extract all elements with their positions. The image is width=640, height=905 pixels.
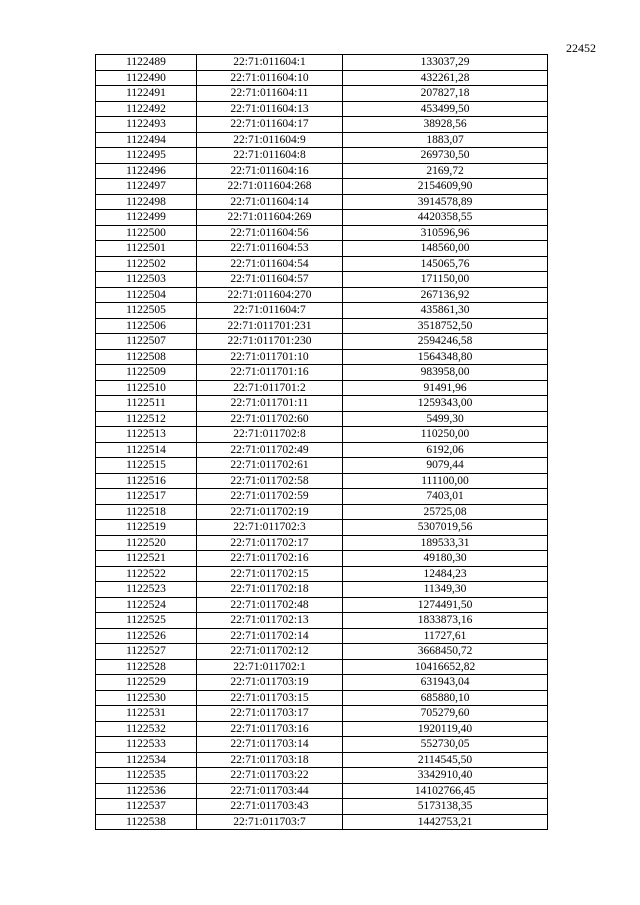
value-cell: 110250,00	[343, 427, 548, 443]
value-cell: 432261,28	[343, 70, 548, 86]
table-row	[96, 117, 548, 133]
cadastral-number-cell: 22:71:011702:58	[197, 473, 343, 489]
value-cell: 5499,30	[343, 411, 548, 427]
value-cell: 631943,04	[343, 675, 548, 691]
row-number-cell: 1122535	[96, 768, 197, 784]
cadastral-number-cell: 22:71:011604:8	[197, 148, 343, 164]
table-row	[96, 613, 548, 629]
value-cell: 145065,76	[343, 256, 548, 272]
table-row	[96, 628, 548, 644]
cadastral-number-cell: 22:71:011702:16	[197, 551, 343, 567]
row-number-cell: 1122532	[96, 721, 197, 737]
value-cell: 705279,60	[343, 706, 548, 722]
value-cell: 11349,30	[343, 582, 548, 598]
table-row	[96, 783, 548, 799]
table-row	[96, 334, 548, 350]
table-body	[96, 55, 548, 830]
table-row	[96, 365, 548, 381]
row-number-cell: 1122526	[96, 628, 197, 644]
cadastral-number-cell: 22:71:011604:56	[197, 225, 343, 241]
value-cell: 1883,07	[343, 132, 548, 148]
value-cell: 267136,92	[343, 287, 548, 303]
value-cell: 1920119,40	[343, 721, 548, 737]
row-number-cell: 1122496	[96, 163, 197, 179]
row-number-cell: 1122517	[96, 489, 197, 505]
cadastral-number-cell: 22:71:011703:7	[197, 814, 343, 830]
value-cell: 3342910,40	[343, 768, 548, 784]
table-row	[96, 535, 548, 551]
table-row	[96, 272, 548, 288]
table-row	[96, 163, 548, 179]
value-cell: 269730,50	[343, 148, 548, 164]
value-cell: 6192,06	[343, 442, 548, 458]
cadastral-number-cell: 22:71:011701:231	[197, 318, 343, 334]
cadastral-number-cell: 22:71:011604:270	[197, 287, 343, 303]
value-cell: 2114545,50	[343, 752, 548, 768]
value-cell: 10416652,82	[343, 659, 548, 675]
cadastral-number-cell: 22:71:011703:18	[197, 752, 343, 768]
table-row	[96, 442, 548, 458]
row-number-cell: 1122525	[96, 613, 197, 629]
cadastral-number-cell: 22:71:011604:11	[197, 86, 343, 102]
row-number-cell: 1122524	[96, 597, 197, 613]
row-number-cell: 1122503	[96, 272, 197, 288]
cadastral-number-cell: 22:71:011604:53	[197, 241, 343, 257]
value-cell: 9079,44	[343, 458, 548, 474]
value-cell: 11727,61	[343, 628, 548, 644]
value-cell: 133037,29	[343, 55, 548, 71]
value-cell: 3668450,72	[343, 644, 548, 660]
value-cell: 685880,10	[343, 690, 548, 706]
table-row	[96, 225, 548, 241]
row-number-cell: 1122497	[96, 179, 197, 195]
page-number: 22452	[566, 41, 596, 55]
row-number-cell: 1122537	[96, 799, 197, 815]
cadastral-number-cell: 22:71:011604:7	[197, 303, 343, 319]
value-cell: 1259343,00	[343, 396, 548, 412]
cadastral-number-cell: 22:71:011604:9	[197, 132, 343, 148]
cadastral-number-cell: 22:71:011702:60	[197, 411, 343, 427]
table-row	[96, 411, 548, 427]
table-row	[96, 706, 548, 722]
table-row	[96, 721, 548, 737]
table-row	[96, 473, 548, 489]
value-cell: 207827,18	[343, 86, 548, 102]
row-number-cell: 1122508	[96, 349, 197, 365]
row-number-cell: 1122511	[96, 396, 197, 412]
row-number-cell: 1122498	[96, 194, 197, 210]
row-number-cell: 1122499	[96, 210, 197, 226]
table-row	[96, 737, 548, 753]
row-number-cell: 1122507	[96, 334, 197, 350]
row-number-cell: 1122538	[96, 814, 197, 830]
table-row	[96, 551, 548, 567]
row-number-cell: 1122495	[96, 148, 197, 164]
table-row	[96, 303, 548, 319]
row-number-cell: 1122504	[96, 287, 197, 303]
table-row	[96, 349, 548, 365]
value-cell: 7403,01	[343, 489, 548, 505]
row-number-cell: 1122512	[96, 411, 197, 427]
row-number-cell: 1122531	[96, 706, 197, 722]
cadastral-number-cell: 22:71:011604:14	[197, 194, 343, 210]
row-number-cell: 1122494	[96, 132, 197, 148]
cadastral-number-cell: 22:71:011701:16	[197, 365, 343, 381]
row-number-cell: 1122536	[96, 783, 197, 799]
row-number-cell: 1122518	[96, 504, 197, 520]
cadastral-number-cell: 22:71:011702:49	[197, 442, 343, 458]
value-cell: 12484,23	[343, 566, 548, 582]
cadastral-number-cell: 22:71:011604:10	[197, 70, 343, 86]
table-row	[96, 241, 548, 257]
table-row	[96, 132, 548, 148]
data-table	[95, 54, 548, 830]
table-row	[96, 148, 548, 164]
row-number-cell: 1122516	[96, 473, 197, 489]
value-cell: 3518752,50	[343, 318, 548, 334]
table-row	[96, 380, 548, 396]
cadastral-number-cell: 22:71:011702:15	[197, 566, 343, 582]
value-cell: 4420358,55	[343, 210, 548, 226]
row-number-cell: 1122500	[96, 225, 197, 241]
row-number-cell: 1122534	[96, 752, 197, 768]
table-row	[96, 675, 548, 691]
value-cell: 111100,00	[343, 473, 548, 489]
value-cell: 2594246,58	[343, 334, 548, 350]
row-number-cell: 1122529	[96, 675, 197, 691]
value-cell: 983958,00	[343, 365, 548, 381]
table-row	[96, 55, 548, 71]
cadastral-number-cell: 22:71:011604:57	[197, 272, 343, 288]
row-number-cell: 1122520	[96, 535, 197, 551]
cadastral-number-cell: 22:71:011702:59	[197, 489, 343, 505]
value-cell: 14102766,45	[343, 783, 548, 799]
row-number-cell: 1122530	[96, 690, 197, 706]
row-number-cell: 1122533	[96, 737, 197, 753]
row-number-cell: 1122506	[96, 318, 197, 334]
cadastral-number-cell: 22:71:011604:268	[197, 179, 343, 195]
table-row	[96, 427, 548, 443]
row-number-cell: 1122502	[96, 256, 197, 272]
table-row	[96, 644, 548, 660]
value-cell: 5307019,56	[343, 520, 548, 536]
table-row	[96, 318, 548, 334]
row-number-cell: 1122492	[96, 101, 197, 117]
value-cell: 435861,30	[343, 303, 548, 319]
table-row	[96, 256, 548, 272]
cadastral-number-cell: 22:71:011604:1	[197, 55, 343, 71]
row-number-cell: 1122519	[96, 520, 197, 536]
table-row	[96, 179, 548, 195]
table-row	[96, 597, 548, 613]
table-row	[96, 752, 548, 768]
value-cell: 189533,31	[343, 535, 548, 551]
cadastral-number-cell: 22:71:011703:17	[197, 706, 343, 722]
cadastral-number-cell: 22:71:011702:17	[197, 535, 343, 551]
value-cell: 171150,00	[343, 272, 548, 288]
row-number-cell: 1122510	[96, 380, 197, 396]
cadastral-number-cell: 22:71:011702:18	[197, 582, 343, 598]
table-row	[96, 194, 548, 210]
value-cell: 453499,50	[343, 101, 548, 117]
row-number-cell: 1122523	[96, 582, 197, 598]
cadastral-number-cell: 22:71:011701:11	[197, 396, 343, 412]
value-cell: 1833873,16	[343, 613, 548, 629]
cadastral-number-cell: 22:71:011703:43	[197, 799, 343, 815]
value-cell: 49180,30	[343, 551, 548, 567]
cadastral-number-cell: 22:71:011702:3	[197, 520, 343, 536]
value-cell: 1564348,80	[343, 349, 548, 365]
row-number-cell: 1122522	[96, 566, 197, 582]
cadastral-number-cell: 22:71:011702:12	[197, 644, 343, 660]
value-cell: 38928,56	[343, 117, 548, 133]
table-row	[96, 659, 548, 675]
row-number-cell: 1122527	[96, 644, 197, 660]
cadastral-number-cell: 22:71:011701:2	[197, 380, 343, 396]
table-row	[96, 768, 548, 784]
cadastral-number-cell: 22:71:011703:14	[197, 737, 343, 753]
cadastral-number-cell: 22:71:011703:15	[197, 690, 343, 706]
table-row	[96, 799, 548, 815]
cadastral-number-cell: 22:71:011702:8	[197, 427, 343, 443]
value-cell: 5173138,35	[343, 799, 548, 815]
cadastral-number-cell: 22:71:011604:17	[197, 117, 343, 133]
table-row	[96, 210, 548, 226]
table-row	[96, 582, 548, 598]
row-number-cell: 1122491	[96, 86, 197, 102]
value-cell: 310596,96	[343, 225, 548, 241]
cadastral-number-cell: 22:71:011604:16	[197, 163, 343, 179]
cadastral-number-cell: 22:71:011702:19	[197, 504, 343, 520]
table-row	[96, 287, 548, 303]
value-cell: 91491,96	[343, 380, 548, 396]
cadastral-number-cell: 22:71:011702:13	[197, 613, 343, 629]
value-cell: 3914578,89	[343, 194, 548, 210]
cadastral-number-cell: 22:71:011703:44	[197, 783, 343, 799]
value-cell: 148560,00	[343, 241, 548, 257]
cadastral-number-cell: 22:71:011701:230	[197, 334, 343, 350]
row-number-cell: 1122528	[96, 659, 197, 675]
value-cell: 552730,05	[343, 737, 548, 753]
row-number-cell: 1122493	[96, 117, 197, 133]
table-row	[96, 396, 548, 412]
row-number-cell: 1122521	[96, 551, 197, 567]
table-row	[96, 70, 548, 86]
row-number-cell: 1122513	[96, 427, 197, 443]
row-number-cell: 1122515	[96, 458, 197, 474]
cadastral-number-cell: 22:71:011604:13	[197, 101, 343, 117]
row-number-cell: 1122501	[96, 241, 197, 257]
cadastral-number-cell: 22:71:011604:54	[197, 256, 343, 272]
value-cell: 2154609,90	[343, 179, 548, 195]
table-row	[96, 101, 548, 117]
table-row	[96, 86, 548, 102]
table-row	[96, 504, 548, 520]
value-cell: 2169,72	[343, 163, 548, 179]
cadastral-number-cell: 22:71:011702:14	[197, 628, 343, 644]
cadastral-number-cell: 22:71:011702:48	[197, 597, 343, 613]
value-cell: 25725,08	[343, 504, 548, 520]
cadastral-number-cell: 22:71:011703:16	[197, 721, 343, 737]
table-row	[96, 814, 548, 830]
cadastral-number-cell: 22:71:011703:22	[197, 768, 343, 784]
cadastral-number-cell: 22:71:011703:19	[197, 675, 343, 691]
table-row	[96, 566, 548, 582]
table-row	[96, 520, 548, 536]
cadastral-number-cell: 22:71:011702:1	[197, 659, 343, 675]
cadastral-number-cell: 22:71:011604:269	[197, 210, 343, 226]
value-cell: 1442753,21	[343, 814, 548, 830]
table-row	[96, 458, 548, 474]
table-row	[96, 690, 548, 706]
row-number-cell: 1122514	[96, 442, 197, 458]
cadastral-number-cell: 22:71:011702:61	[197, 458, 343, 474]
row-number-cell: 1122490	[96, 70, 197, 86]
row-number-cell: 1122489	[96, 55, 197, 71]
row-number-cell: 1122509	[96, 365, 197, 381]
row-number-cell: 1122505	[96, 303, 197, 319]
cadastral-number-cell: 22:71:011701:10	[197, 349, 343, 365]
value-cell: 1274491,50	[343, 597, 548, 613]
table-row	[96, 489, 548, 505]
